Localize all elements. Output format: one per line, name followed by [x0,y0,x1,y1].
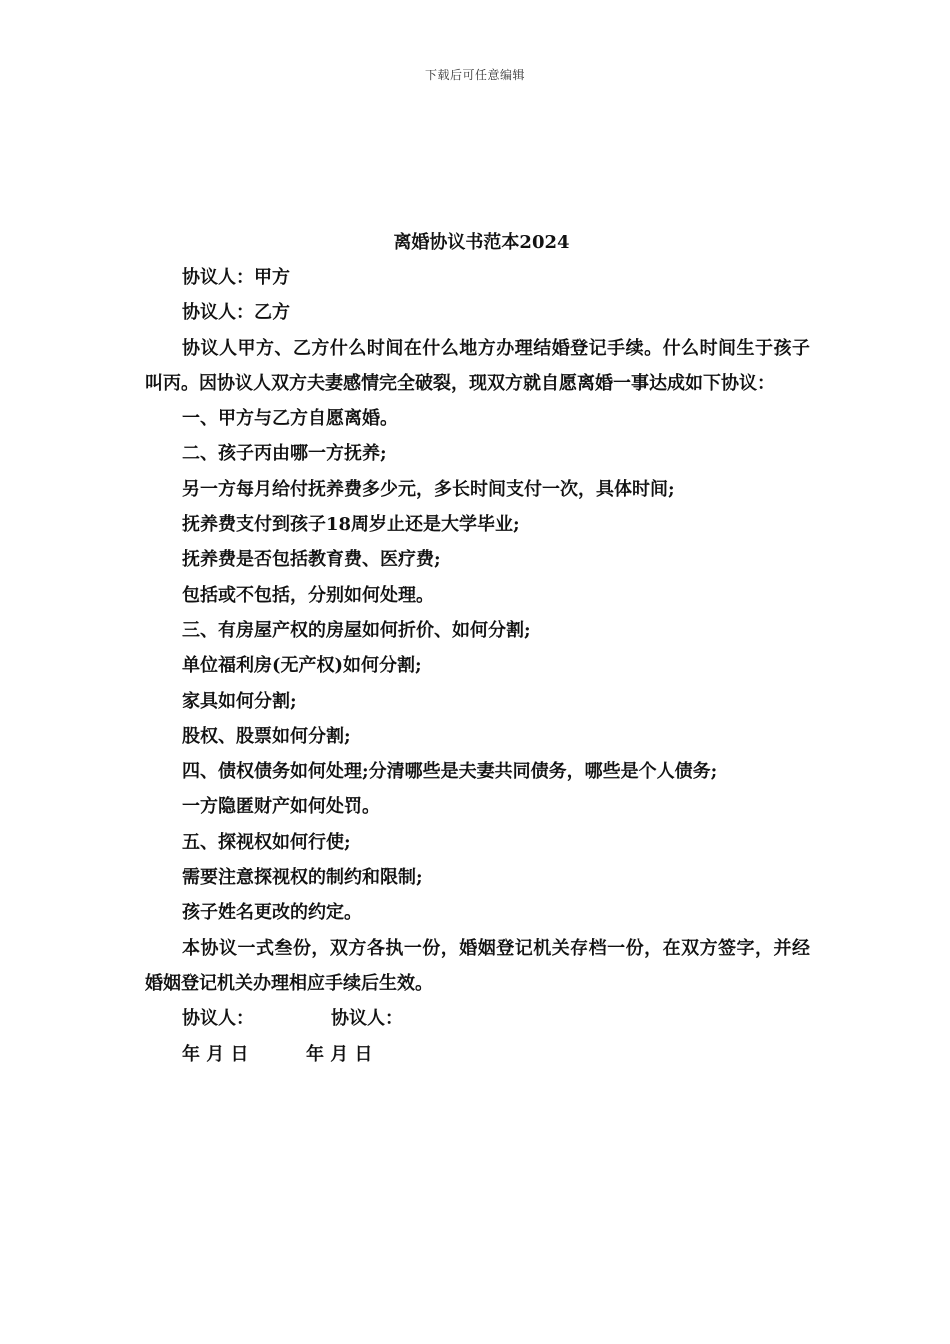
clause-5: 五、探视权如何行使; [182,831,351,853]
party-a-signature-label: 协议人： [182,1008,254,1030]
party-a-date: 年 月 日 [182,1043,249,1065]
clause-3: 三、有房屋产权的房屋如何折价、如何分割; [182,619,531,641]
clause-1: 一、甲方与乙方自愿离婚。 [182,408,398,430]
party-b-date: 年 月 日 [306,1043,373,1065]
clause-4-item: 一方隐匿财产如何处罚。 [182,796,380,818]
header-note: 下载后可任意编辑 [424,68,525,82]
clause-2-item: 抚养费是否包括教育费、医疗费; [182,549,441,571]
intro-paragraph: 协议人甲方、乙方什么时间在什么地方办理结婚登记手续。什么时间生于孩子叫丙。因协议人双方夫妻感情完全破裂，现双方就自愿离婚一事达成如下协议： [145,337,810,394]
clause-3-item: 股权、股票如何分割; [182,725,351,747]
clause-2-item: 另一方每月给付抚养费多少元，多长时间支付一次，具体时间; [182,478,675,500]
party-b-line: 协议人：乙方 [182,302,290,324]
clause-5-item: 孩子姓名更改的约定。 [182,902,362,924]
clause-4: 四、债权债务如何处理;分清哪些是夫妻共同债务，哪些是个人债务; [182,761,718,783]
clause-2-item: 包括或不包括，分别如何处理。 [182,584,434,606]
clause-2: 二、孩子丙由哪一方抚养; [182,443,387,465]
date-row [145,1037,810,1072]
document-body [145,226,810,1072]
clause-3-item: 家具如何分割; [182,690,297,712]
party-b-signature-label: 协议人： [331,1008,403,1030]
signature-row [145,1001,810,1036]
document-title: 离婚协议书范本2024 [393,232,570,253]
clause-5-item: 需要注意探视权的制约和限制; [182,867,423,889]
closing-paragraph: 本协议一式叁份，双方各执一份，婚姻登记机关存档一份，在双方签字，并经婚姻登记机关办理相应手续后生效。 [145,937,810,994]
party-a-line: 协议人：甲方 [182,267,290,288]
clause-3-item: 单位福利房(无产权)如何分割; [182,655,422,677]
clause-2-item: 抚养费支付到孩子18周岁止还是大学毕业; [182,514,520,536]
